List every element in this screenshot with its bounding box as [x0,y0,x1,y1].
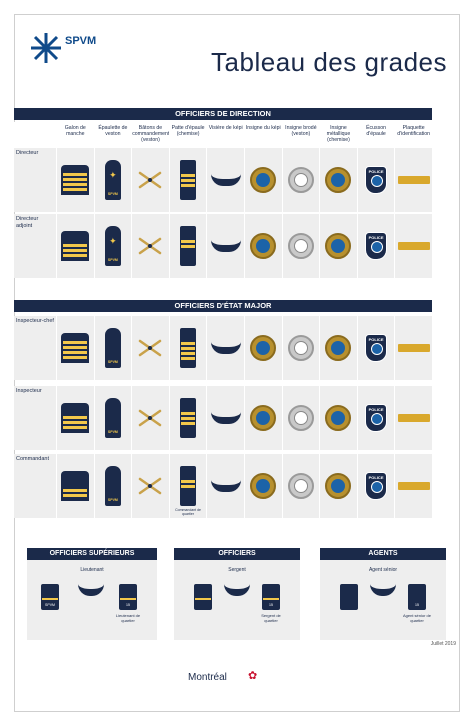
rank-name: Inspecteur-chef [16,318,54,324]
batons-cell [131,454,169,518]
sleeve-stripes-icon [61,333,89,363]
embroidered-badge-cell [282,386,320,450]
visor-cell [206,214,244,278]
sleeve-stripes-icon [61,403,89,433]
crossed-batons-icon [137,338,163,358]
epaulette-cell [94,386,132,450]
sleeve-stripe-cell [56,316,94,380]
sleeve-stripe-cell [56,386,94,450]
epaulette-cell [94,214,132,278]
epaulette-cell [94,148,132,212]
visor-cell [206,454,244,518]
metal-badge-cell [319,316,357,380]
agent-epaulette [340,584,358,610]
rank-name: Directeur [16,150,39,156]
rank-row [14,316,432,380]
cap-badge-icon [250,405,276,431]
sleeve-stripes-icon [61,471,89,501]
batons-cell [131,148,169,212]
name-plate-icon [398,414,430,422]
visor-cell [206,386,244,450]
embroidered-badge-cell [282,454,320,518]
visor-icon [211,240,241,252]
cap-badge-icon [250,167,276,193]
metal-badge-icon [325,473,351,499]
visor-icon [78,584,104,596]
shoulder-patch-cell [357,386,395,450]
shoulder-patch-icon: POLICE [365,166,387,194]
rank-name: Inspecteur [16,388,42,394]
shoulder-tab-cell [169,148,207,212]
rank-row [14,454,432,518]
sleeve-stripe-cell [56,454,94,518]
shoulder-tab-icon [180,398,196,438]
visor-icon [370,584,396,596]
epaulette-icon: SPVM ✦ [105,160,121,200]
epaulette-cell [94,454,132,518]
crossed-batons-icon [137,170,163,190]
col-header: Patte d'épaule (chemise) [169,122,207,148]
shoulder-tab-cell [169,316,207,380]
metal-badge-cell [319,454,357,518]
bottom-box-officiers [174,560,300,640]
sergent-quartier-epaulette: 15 [262,584,280,610]
montreal-wordmark: Montréal [188,672,227,683]
sleeve-stripes-icon [61,231,89,261]
embroidered-badge-cell [282,148,320,212]
crossed-batons-icon [137,236,163,256]
cap-badge-icon [250,473,276,499]
sleeve-stripe-cell [56,148,94,212]
lieutenant-quartier-epaulette: 15 [119,584,137,610]
col-header: Plaquette d'identification [394,122,432,148]
visor-cell [206,148,244,212]
section-band-etat-major: OFFICIERS D'ÉTAT MAJOR [14,300,432,312]
shoulder-tab-cell [169,454,207,518]
batons-cell [131,214,169,278]
name-plate-icon [398,176,430,184]
spvm-logo [29,31,97,71]
sleeve-stripes-icon [61,165,89,195]
col-header: Insigne du képi [244,122,282,148]
bottom-box-agents [320,560,446,640]
rose-icon: ✿ [248,670,258,682]
rank-note: Lieutenant de quartier [115,613,141,623]
shoulder-tab-icon [180,160,196,200]
metal-badge-cell [319,148,357,212]
agent-quartier-epaulette: 15 [408,584,426,610]
epaulette-icon: SPVM ✦ [105,226,121,266]
epaulette-cell [94,316,132,380]
lieutenant-epaulette: SPVM [41,584,59,610]
rank-name: Commandant [16,456,50,462]
bottom-box-superieurs [27,560,157,640]
sleeve-stripe-cell [56,214,94,278]
col-header: Épaulette de veston [94,122,132,148]
epaulette-icon: SPVM [105,398,121,438]
name-plate-cell [394,214,432,278]
col-header: Insigne brodé (veston) [282,122,320,148]
metal-badge-cell [319,386,357,450]
embroidered-badge-cell [282,316,320,380]
crossed-batons-icon [137,476,163,496]
snowflake-logo-icon [29,31,63,65]
shoulder-patch-icon: POLICE [365,472,387,500]
cap-badge-icon [250,335,276,361]
visor-icon [224,584,250,596]
rank-label: Sergent [228,567,246,573]
shoulder-tab-icon: Commandant de quartier [180,466,196,506]
embroidered-badge-icon [288,405,314,431]
metal-badge-icon [325,405,351,431]
visor-icon [211,412,241,424]
col-header: Insigne métallique (chemise) [319,122,357,148]
column-headers [14,122,432,148]
cap-badge-cell [244,148,282,212]
rank-label: Lieutenant [80,567,104,573]
epaulette-icon: SPVM [105,466,121,506]
col-header: Bâtons de commandement (veston) [131,122,169,148]
bottom-head-officiers: OFFICIERS [174,548,300,560]
crossed-batons-icon [137,408,163,428]
embroidered-badge-icon [288,473,314,499]
name-plate-icon [398,242,430,250]
metal-badge-icon [325,233,351,259]
metal-badge-icon [325,335,351,361]
shoulder-patch-cell [357,148,395,212]
cap-badge-cell [244,454,282,518]
shoulder-tab-icon [180,328,196,368]
shoulder-patch-cell [357,454,395,518]
rank-note: Agent sénior de quartier [402,613,432,623]
visor-icon [211,342,241,354]
cap-badge-icon [250,233,276,259]
rank-label: Agent sénior [368,567,398,573]
col-header: Écusson d'épaule [357,122,395,148]
visor-icon [211,174,241,186]
batons-cell [131,386,169,450]
metal-badge-icon [325,167,351,193]
shoulder-patch-cell [357,316,395,380]
batons-cell [131,316,169,380]
col-header: Galon de manche [56,122,94,148]
shoulder-tab-icon [180,226,196,266]
shoulder-patch-cell [357,214,395,278]
logo-text: SPVM [65,35,97,47]
sergent-epaulette [194,584,212,610]
metal-badge-cell [319,214,357,278]
rank-name: Directeur adjoint [16,216,39,229]
shoulder-patch-icon: POLICE [365,232,387,260]
shoulder-tab-cell [169,386,207,450]
visor-cell [206,316,244,380]
cap-badge-cell [244,316,282,380]
epaulette-icon: SPVM [105,328,121,368]
embroidered-badge-icon [288,233,314,259]
section-band-direction: OFFICIERS DE DIRECTION [14,108,432,120]
shoulder-tab-cell [169,214,207,278]
name-plate-cell [394,454,432,518]
rank-row [14,148,432,212]
date-label: Juillet 2019 [430,641,456,647]
bottom-head-agents: AGENTS [320,548,446,560]
name-plate-cell [394,386,432,450]
name-plate-icon [398,482,430,490]
cap-badge-cell [244,214,282,278]
cap-badge-cell [244,386,282,450]
embroidered-badge-icon [288,335,314,361]
embroidered-badge-icon [288,167,314,193]
bottom-head-superieurs: OFFICIERS SUPÉRIEURS [27,548,157,560]
embroidered-badge-cell [282,214,320,278]
rank-note: Sergent de quartier [261,613,281,623]
name-plate-cell [394,316,432,380]
rank-row [14,214,432,278]
shoulder-patch-icon: POLICE [365,404,387,432]
name-plate-icon [398,344,430,352]
visor-icon [211,480,241,492]
shoulder-patch-icon: POLICE [365,334,387,362]
page-title: Tableau des grades [211,47,447,77]
col-header: Visière de képi [206,122,244,148]
name-plate-cell [394,148,432,212]
rank-row [14,386,432,450]
